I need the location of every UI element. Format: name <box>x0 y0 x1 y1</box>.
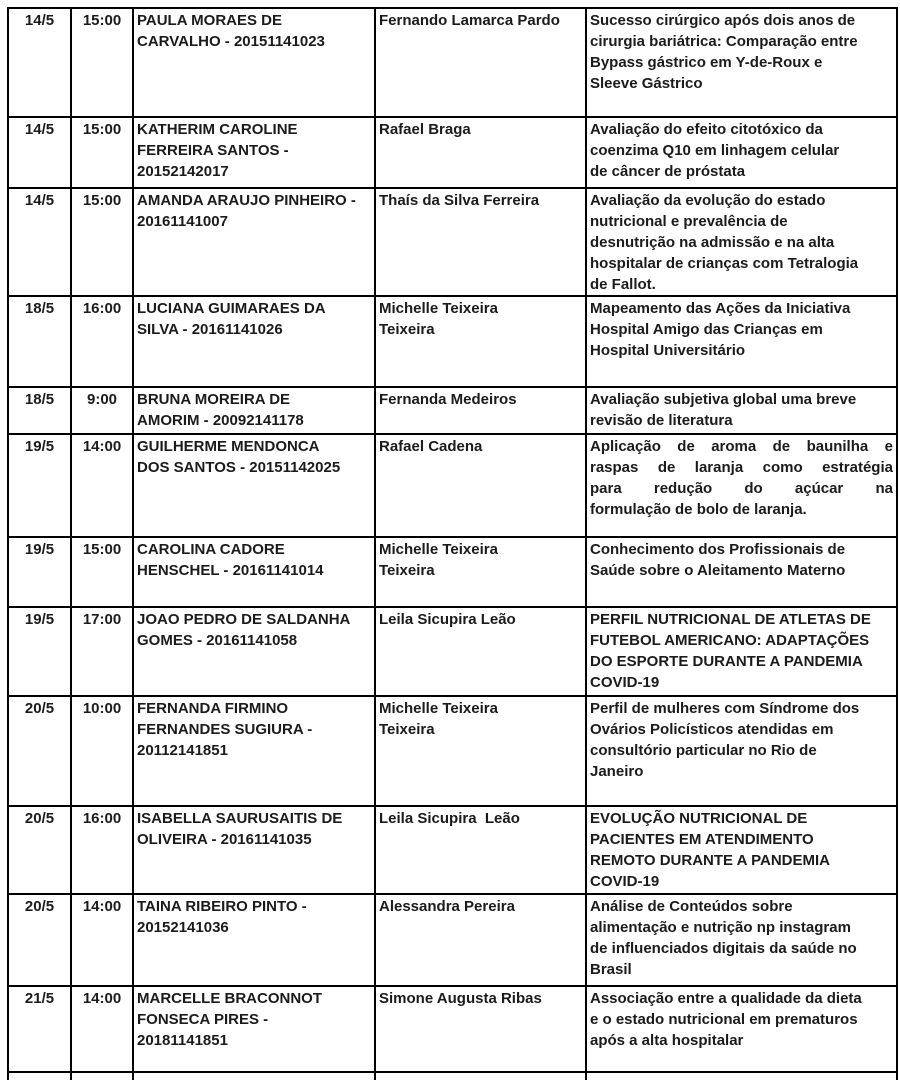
text-line: Teixeira <box>379 562 435 579</box>
cell-student <box>133 894 375 986</box>
cell-time <box>71 607 133 696</box>
text-line: 15:00 <box>82 12 122 29</box>
text-line: Perfil de mulheres com Síndrome dos <box>590 700 860 717</box>
cell-cutoff <box>133 1072 375 1080</box>
text-line: REMOTO DURANTE A PANDEMIA <box>590 852 830 869</box>
text-line: 20/5 <box>24 810 55 827</box>
text-line: Leila Sicupira Leão <box>379 611 516 628</box>
text-line: 20112141851 <box>137 742 228 759</box>
table-row <box>8 894 897 986</box>
text-line: revisão de literatura <box>590 412 733 429</box>
cell-title <box>586 607 897 696</box>
word: raspas <box>590 459 639 476</box>
cell-time <box>71 117 133 188</box>
text-line: 19/5 <box>24 541 55 558</box>
cell-time <box>71 986 133 1072</box>
text-line: 14:00 <box>82 438 122 455</box>
title-line-justified <box>590 457 893 478</box>
cell-student <box>133 296 375 387</box>
text-line: FERREIRA SANTOS - <box>137 142 289 159</box>
text-line: FONSECA PIRES - <box>137 1011 269 1028</box>
cell-time <box>71 188 133 296</box>
text-line: 9:00 <box>86 391 118 408</box>
table-row <box>8 117 897 188</box>
text-line: Fernando Lamarca Pardo <box>379 12 560 29</box>
text-line: Análise de Conteúdos sobre <box>590 898 793 915</box>
cell-time <box>71 387 133 434</box>
text-line: 16:00 <box>82 300 122 317</box>
text-line: 20/5 <box>24 898 55 915</box>
text-line: Sleeve Gástrico <box>590 75 703 92</box>
text-line: Avaliação do efeito citotóxico da <box>590 121 823 138</box>
text-line: Michelle Teixeira <box>379 541 498 558</box>
text-line: alimentação e nutrição np instagram <box>590 919 851 936</box>
cell-title <box>586 537 897 607</box>
cell-advisor <box>375 188 586 296</box>
text-line: BRUNA MOREIRA DE <box>137 391 291 408</box>
text-line: 15:00 <box>82 541 122 558</box>
text-line: PERFIL NUTRICIONAL DE ATLETAS DE <box>590 611 871 628</box>
text-line: FERNANDA FIRMINO <box>137 700 289 717</box>
text-line: Associação entre a qualidade da dieta <box>590 990 862 1007</box>
word: de <box>772 438 791 455</box>
title-line-justified <box>590 436 893 457</box>
cell-student <box>133 537 375 607</box>
cell-date <box>8 434 71 537</box>
text-line: EVOLUÇÃO NUTRICIONAL DE <box>590 810 808 827</box>
text-line: ISABELLA SAURUSAITIS DE <box>137 810 343 827</box>
text-line: PAULA MORAES DE <box>137 12 283 29</box>
text-line: 20/5 <box>24 700 55 717</box>
text-line: Avaliação da evolução do estado <box>590 192 826 209</box>
text-line: Hospital Amigo das Crianças em <box>590 321 823 338</box>
cell-title <box>586 696 897 806</box>
table-row <box>8 8 897 117</box>
cell-date <box>8 188 71 296</box>
text-line: LUCIANA GUIMARAES DA <box>137 300 326 317</box>
text-line: FERNANDES SUGIURA - <box>137 721 313 738</box>
cell-title <box>586 434 897 537</box>
text-line: nutricional e prevalência de <box>590 213 788 230</box>
text-line: COVID-19 <box>590 674 660 691</box>
text-line: Rafael Braga <box>379 121 471 138</box>
cell-title <box>586 188 897 296</box>
text-line: DO ESPORTE DURANTE A PANDEMIA <box>590 653 863 670</box>
text-line: 15:00 <box>82 121 122 138</box>
cell-date <box>8 894 71 986</box>
text-line: CAROLINA CADORE <box>137 541 285 558</box>
cell-date <box>8 607 71 696</box>
text-line: e o estado nutricional em prematuros <box>590 1011 858 1028</box>
word: de <box>677 438 695 455</box>
cell-title <box>586 117 897 188</box>
cell-time <box>71 894 133 986</box>
word: baunilha <box>806 438 869 455</box>
cell-advisor <box>375 894 586 986</box>
cell-student <box>133 8 375 117</box>
word: na <box>875 480 893 497</box>
cell-date <box>8 537 71 607</box>
cell-student <box>133 434 375 537</box>
text-line: Simone Augusta Ribas <box>379 990 542 1007</box>
cell-time <box>71 537 133 607</box>
text-line: PACIENTES EM ATENDIMENTO <box>590 831 814 848</box>
text-line: Saúde sobre o Aleitamento Materno <box>590 562 846 579</box>
text-line: OLIVEIRA - 20161141035 <box>137 831 312 848</box>
cell-cutoff <box>8 1072 71 1080</box>
cell-date <box>8 986 71 1072</box>
text-line: Mapeamento das Ações da Iniciativa <box>590 300 851 317</box>
text-line: JOAO PEDRO DE SALDANHA <box>137 611 351 628</box>
cell-advisor <box>375 8 586 117</box>
table-row <box>8 296 897 387</box>
text-line: Thaís da Silva Ferreira <box>379 192 540 209</box>
cell-advisor <box>375 986 586 1072</box>
cell-student <box>133 188 375 296</box>
text-line: 14:00 <box>82 898 122 915</box>
text-line: 19/5 <box>24 611 55 628</box>
text-line: Alessandra Pereira <box>379 898 515 915</box>
table-row <box>8 387 897 434</box>
cell-student <box>133 696 375 806</box>
table-row <box>8 607 897 696</box>
word: Aplicação <box>590 438 661 455</box>
cell-title <box>586 986 897 1072</box>
text-line: desnutrição na admissão e na alta <box>590 234 835 251</box>
text-line: de câncer de próstata <box>590 163 746 180</box>
word: estratégia <box>822 459 893 476</box>
text-line: Sucesso cirúrgico após dois anos de <box>590 12 856 29</box>
text-line: Avaliação subjetiva global uma breve <box>590 391 857 408</box>
text-line: MARCELLE BRACONNOT <box>137 990 322 1007</box>
table-row <box>8 188 897 296</box>
cell-advisor <box>375 696 586 806</box>
text-line: GOMES - 20161141058 <box>137 632 298 649</box>
cell-time <box>71 434 133 537</box>
text-line: Conhecimento dos Profissionais de <box>590 541 846 558</box>
text-line: 20152141036 <box>137 919 229 936</box>
text-line: AMANDA ARAUJO PINHEIRO - <box>137 192 356 209</box>
cell-date <box>8 806 71 894</box>
word: laranja <box>694 459 744 476</box>
word: de <box>657 459 676 476</box>
table-row <box>8 986 897 1072</box>
text-line: 14:00 <box>82 990 122 1007</box>
cell-student <box>133 806 375 894</box>
text-line: 18/5 <box>24 391 55 408</box>
text-line: COVID-19 <box>590 873 660 890</box>
text-line: Leila Sicupira Leão <box>379 810 520 827</box>
cell-title <box>586 8 897 117</box>
cell-student <box>133 986 375 1072</box>
text-line: 14/5 <box>24 192 55 209</box>
table-row-cutoff <box>8 1072 897 1080</box>
cell-advisor <box>375 607 586 696</box>
table-row <box>8 537 897 607</box>
schedule-table-body <box>8 8 897 1080</box>
text-line: FUTEBOL AMERICANO: ADAPTAÇÕES <box>590 632 870 649</box>
cell-student <box>133 117 375 188</box>
cell-title <box>586 894 897 986</box>
text-line: Fernanda Medeiros <box>379 391 517 408</box>
text-line: 14/5 <box>24 12 55 29</box>
cell-cutoff <box>586 1072 897 1080</box>
cell-advisor <box>375 434 586 537</box>
text-line: KATHERIM CAROLINE <box>137 121 298 138</box>
text-line: DOS SANTOS - 20151142025 <box>137 459 341 476</box>
text-line: Rafael Cadena <box>379 438 483 455</box>
text-line: de Fallot. <box>590 276 656 293</box>
text-line: 18/5 <box>24 300 55 317</box>
cell-title <box>586 387 897 434</box>
cell-date <box>8 117 71 188</box>
cell-cutoff <box>71 1072 133 1080</box>
cell-date <box>8 296 71 387</box>
text-line: 19/5 <box>24 438 55 455</box>
word: do <box>744 480 763 497</box>
text-line: 20152142017 <box>137 163 229 180</box>
title-line-justified <box>590 478 893 499</box>
word: e <box>884 438 893 455</box>
text-line: Michelle Teixeira <box>379 700 498 717</box>
table-row <box>8 434 897 537</box>
text-line: Michelle Teixeira <box>379 300 498 317</box>
schedule-table <box>7 7 898 1080</box>
text-line: após a alta hospitalar <box>590 1032 744 1049</box>
text-line: Janeiro <box>590 763 644 780</box>
text-line: Hospital Universitário <box>590 342 746 359</box>
cell-student <box>133 607 375 696</box>
text-line: coenzima Q10 em linhagem celular <box>590 142 840 159</box>
text-line: 17:00 <box>82 611 122 628</box>
text-line: 16:00 <box>82 810 122 827</box>
table-row <box>8 806 897 894</box>
text-line: Brasil <box>590 961 632 978</box>
table-row <box>8 696 897 806</box>
word: açúcar <box>794 480 844 497</box>
text-line: Ovários Policísticos atendidas em <box>590 721 834 738</box>
text-line: 20181141851 <box>137 1032 228 1049</box>
word: para <box>590 480 622 497</box>
cell-time <box>71 8 133 117</box>
cell-title <box>586 296 897 387</box>
text-line: 15:00 <box>82 192 122 209</box>
text-line: AMORIM - 20092141178 <box>137 412 304 429</box>
text-line: HENSCHEL - 20161141014 <box>137 562 324 579</box>
text-line: consultório particular no Rio de <box>590 742 817 759</box>
text-line: cirurgia bariátrica: Comparação entre <box>590 33 858 50</box>
text-line: hospitalar de crianças com Tetralogia <box>590 255 859 272</box>
word: como <box>762 459 803 476</box>
cell-advisor <box>375 387 586 434</box>
text-line: SILVA - 20161141026 <box>137 321 283 338</box>
cell-date <box>8 387 71 434</box>
cell-date <box>8 696 71 806</box>
cell-cutoff <box>375 1072 586 1080</box>
word: redução <box>653 480 713 497</box>
text-line: 14/5 <box>24 121 55 138</box>
cell-advisor <box>375 117 586 188</box>
text-line: Teixeira <box>379 721 435 738</box>
text-line: Teixeira <box>379 321 435 338</box>
text-line: formulação de bolo de laranja. <box>590 501 807 518</box>
cell-advisor <box>375 296 586 387</box>
text-line: CARVALHO - 20151141023 <box>137 33 325 50</box>
text-line: 10:00 <box>82 700 122 717</box>
cell-time <box>71 296 133 387</box>
cell-advisor <box>375 806 586 894</box>
text-line: TAINA RIBEIRO PINTO - <box>137 898 307 915</box>
text-line: de influenciados digitais da saúde no <box>590 940 857 957</box>
cell-title <box>586 806 897 894</box>
text-line: 21/5 <box>24 990 55 1007</box>
text-line: 20161141007 <box>137 213 228 230</box>
cell-date <box>8 8 71 117</box>
word: aroma <box>711 438 757 455</box>
text-line: Bypass gástrico em Y-de-Roux e <box>590 54 823 71</box>
cell-student <box>133 387 375 434</box>
cell-time <box>71 696 133 806</box>
cell-advisor <box>375 537 586 607</box>
cell-time <box>71 806 133 894</box>
text-line: GUILHERME MENDONCA <box>137 438 320 455</box>
